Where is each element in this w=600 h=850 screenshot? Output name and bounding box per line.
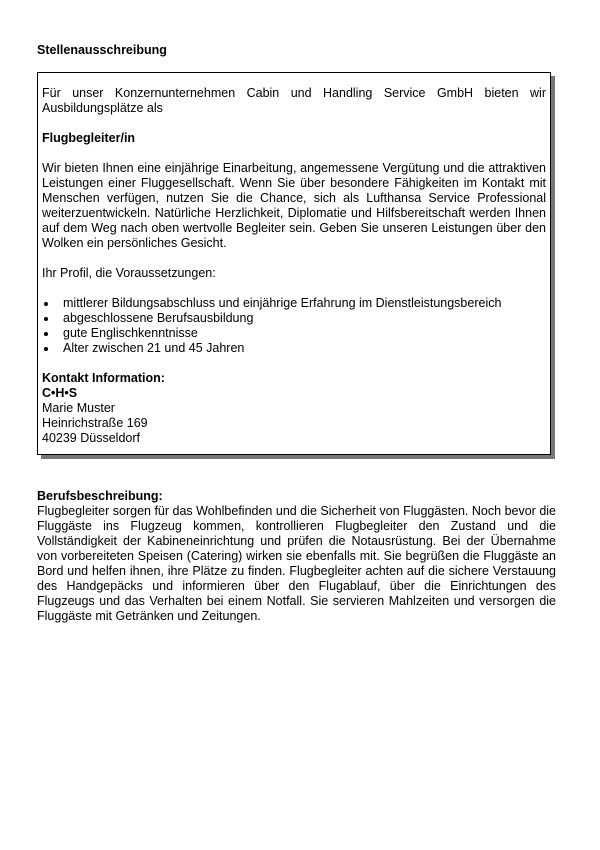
job-description (37, 489, 556, 624)
ad-intro: Für unser Konzernunternehmen Cabin und Handling Service GmbH bieten wir Ausbildungsplätze als (42, 86, 546, 115)
requirement-item: mittlerer Bildungsabschluss und einjährige Erfahrung im Dienstleistungsbereich (42, 296, 546, 311)
contact-city: 40239 Düsseldorf (42, 431, 140, 445)
job-description-text: Flugbegleiter sorgen für das Wohlbefinden und die Sicherheit von Fluggästen. Noch bevor die Fluggäste ins Flugzeug kommen, kontrollieren Flugbegleiter den Zustand und die Vollständigkeit der Kabineneinrichtung und prüfen die Notausrüstung. Bei der Übernahme von vorbereiteten Speisen (Catering) wirken sie ebenfalls mit. Sie begrüßen die Fluggäste an Bord und helfen ihnen, ihre Plätze zu finden. Flugbegleiter achten auf die sichere Verstauung des Handgepäcks und informieren über den Flugablauf, über die Einrichtungen des Flugzeugs und das Verhalten bei einem Notfall. Sie servieren Mahlzeiten und versorgen die Fluggäste mit Getränken und Zeitungen. (37, 504, 556, 623)
page-title: Stellenausschreibung (37, 43, 167, 57)
contact-name: Marie Muster (42, 401, 115, 415)
contact-street: Heinrichstraße 169 (42, 416, 148, 430)
requirements-list (42, 296, 546, 356)
requirement-item: Alter zwischen 21 und 45 Jahren (42, 341, 546, 356)
job-ad-box (37, 72, 551, 455)
job-description-heading: Berufsbeschreibung: (37, 489, 163, 503)
profile-label: Ihr Profil, die Voraussetzungen: (42, 266, 216, 280)
requirement-item: abgeschlossene Berufsausbildung (42, 311, 546, 326)
job-title: Flugbegleiter/in (42, 131, 136, 145)
requirement-item: gute Englischkenntnisse (42, 326, 546, 341)
company-logo: C•H•S (42, 386, 78, 400)
ad-offer-text: Wir bieten Ihnen eine einjährige Einarbeitung, angemessene Vergütung und die attraktiven Leistungen einer Fluggesellschaft. Wenn Sie über besondere Fähigkeiten im Kontakt mit Menschen verfügen, nutzen Sie die Chance, sich als Lufthansa Service Professional weiterzuentwickeln. Natürliche Herzlichkeit, Diplomatie und Hilfsbereitschaft werden Ihnen auf dem Weg nach oben wertvolle Begleiter sein. Geben Sie unseren Leistungen über den Wolken ein persönliches Gesicht. (42, 161, 546, 250)
contact-heading: Kontakt Information: (42, 371, 165, 385)
